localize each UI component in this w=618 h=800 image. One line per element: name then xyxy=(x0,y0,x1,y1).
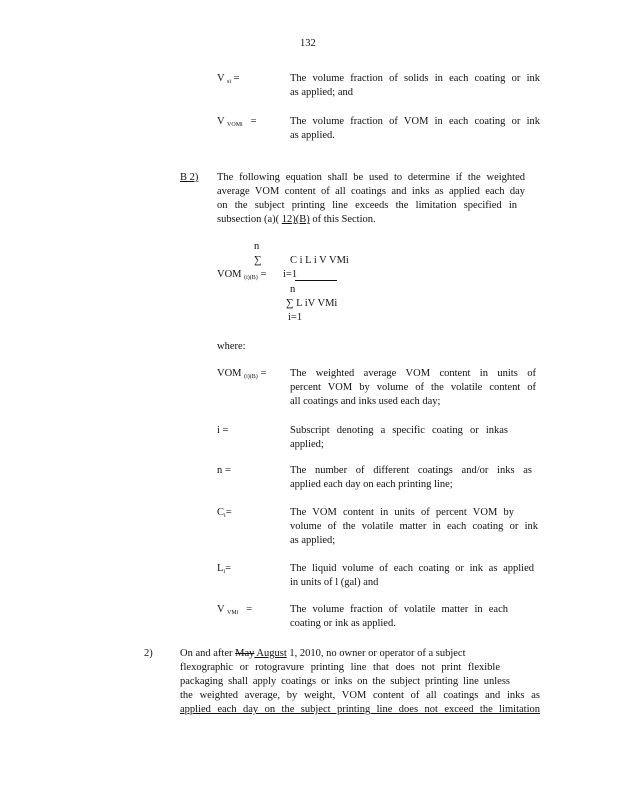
definition-symbol: $C_i=$ xyxy=(217,507,232,519)
equation-denominator: ∑ L iV VMi xyxy=(286,298,338,309)
paragraph-line: on the subject printing line exceeds the limitation specified in xyxy=(217,200,517,211)
paragraph-label: B 2) xyxy=(180,172,199,183)
definition-text-line: applied; xyxy=(290,439,324,450)
paragraph-line: applied each day on the subject printing line does not exceed the limitation xyxy=(180,704,540,715)
equation-upper-limit: n xyxy=(254,241,260,252)
sigma-symbol: ∑ xyxy=(254,255,262,266)
paragraph-line: average VOM content of all coatings and inks as applied each day xyxy=(217,186,525,197)
definition-text-line: The weighted average VOM content in units of xyxy=(290,368,536,379)
equation-lower-limit: i=1 xyxy=(283,269,298,280)
definition-text-line: The volume fraction of volatile matter in each xyxy=(290,604,508,615)
definition-text-line: The volume fraction of solids in each coating or ink xyxy=(290,73,540,84)
definition-symbol: V $_{VMi}$ = xyxy=(217,604,253,616)
definition-text-line: as applied. xyxy=(290,130,335,141)
definition-text-line: in units of l (gal) and xyxy=(290,577,379,588)
definition-text-line: The volume fraction of VOM in each coating or ink xyxy=(290,116,540,127)
paragraph-line: packaging shall apply coatings or inks on the subject printing line unless xyxy=(180,676,510,687)
paragraph-line: the weighted average, by weight, VOM content of all coatings and inks as xyxy=(180,690,540,701)
paragraph-label: 2) xyxy=(144,648,153,659)
definition-text-line: The number of different coatings and/or inks as xyxy=(290,465,532,476)
definition-text-line: as applied; and xyxy=(290,87,353,98)
fraction-bar xyxy=(295,280,337,281)
definition-symbol: V $_{si}$ = xyxy=(217,73,240,85)
definition-text-line: as applied; xyxy=(290,535,336,546)
definition-text-line: percent VOM by volume of the volatile content of xyxy=(290,382,536,393)
definition-symbol: n = xyxy=(217,465,231,476)
equation-numerator: C i L i V VMi xyxy=(290,255,349,266)
struck-text: May xyxy=(235,648,255,659)
definition-text-line: coating or ink as applied. xyxy=(290,618,396,629)
definition-symbol: i = xyxy=(217,425,229,436)
inserted-text: August xyxy=(254,648,287,659)
definition-text-line: all coatings and inks used each day; xyxy=(290,396,441,407)
definition-text-line: Subscript denoting a specific coating or inkas xyxy=(290,425,508,436)
paragraph-line: The following equation shall be used to determine if the weighted xyxy=(217,172,525,183)
definition-text-line: The VOM content in units of percent VOM by xyxy=(290,507,514,518)
definition-symbol: $L_i=$ xyxy=(217,563,232,575)
definition-text-line: volume of the volatile matter in each coating or ink xyxy=(290,521,538,532)
page-number: 132 xyxy=(300,38,316,49)
definition-text-line: applied each day on each printing line; xyxy=(290,479,453,490)
equation-upper-limit: n xyxy=(290,284,296,295)
definition-symbol: VOM $_{(i)(B)}$ = xyxy=(217,368,267,380)
equation-lower-limit: i=1 xyxy=(288,312,303,323)
paragraph-line: flexographic or rotogravure printing line that does not print flexible xyxy=(180,662,500,673)
where-label: where: xyxy=(217,341,246,352)
paragraph-line: On and after May August 1, 2010, no owner or operator of a subject xyxy=(180,648,466,659)
equation-lhs: VOM $_{(i)(B)}$ = xyxy=(217,269,267,281)
definition-symbol: V $_{VOMi}$ = xyxy=(217,116,257,128)
paragraph-line: subsection (a)( 12)(B) of this Section. xyxy=(217,214,376,225)
definition-text-line: The liquid volume of each coating or ink as applied xyxy=(290,563,534,574)
